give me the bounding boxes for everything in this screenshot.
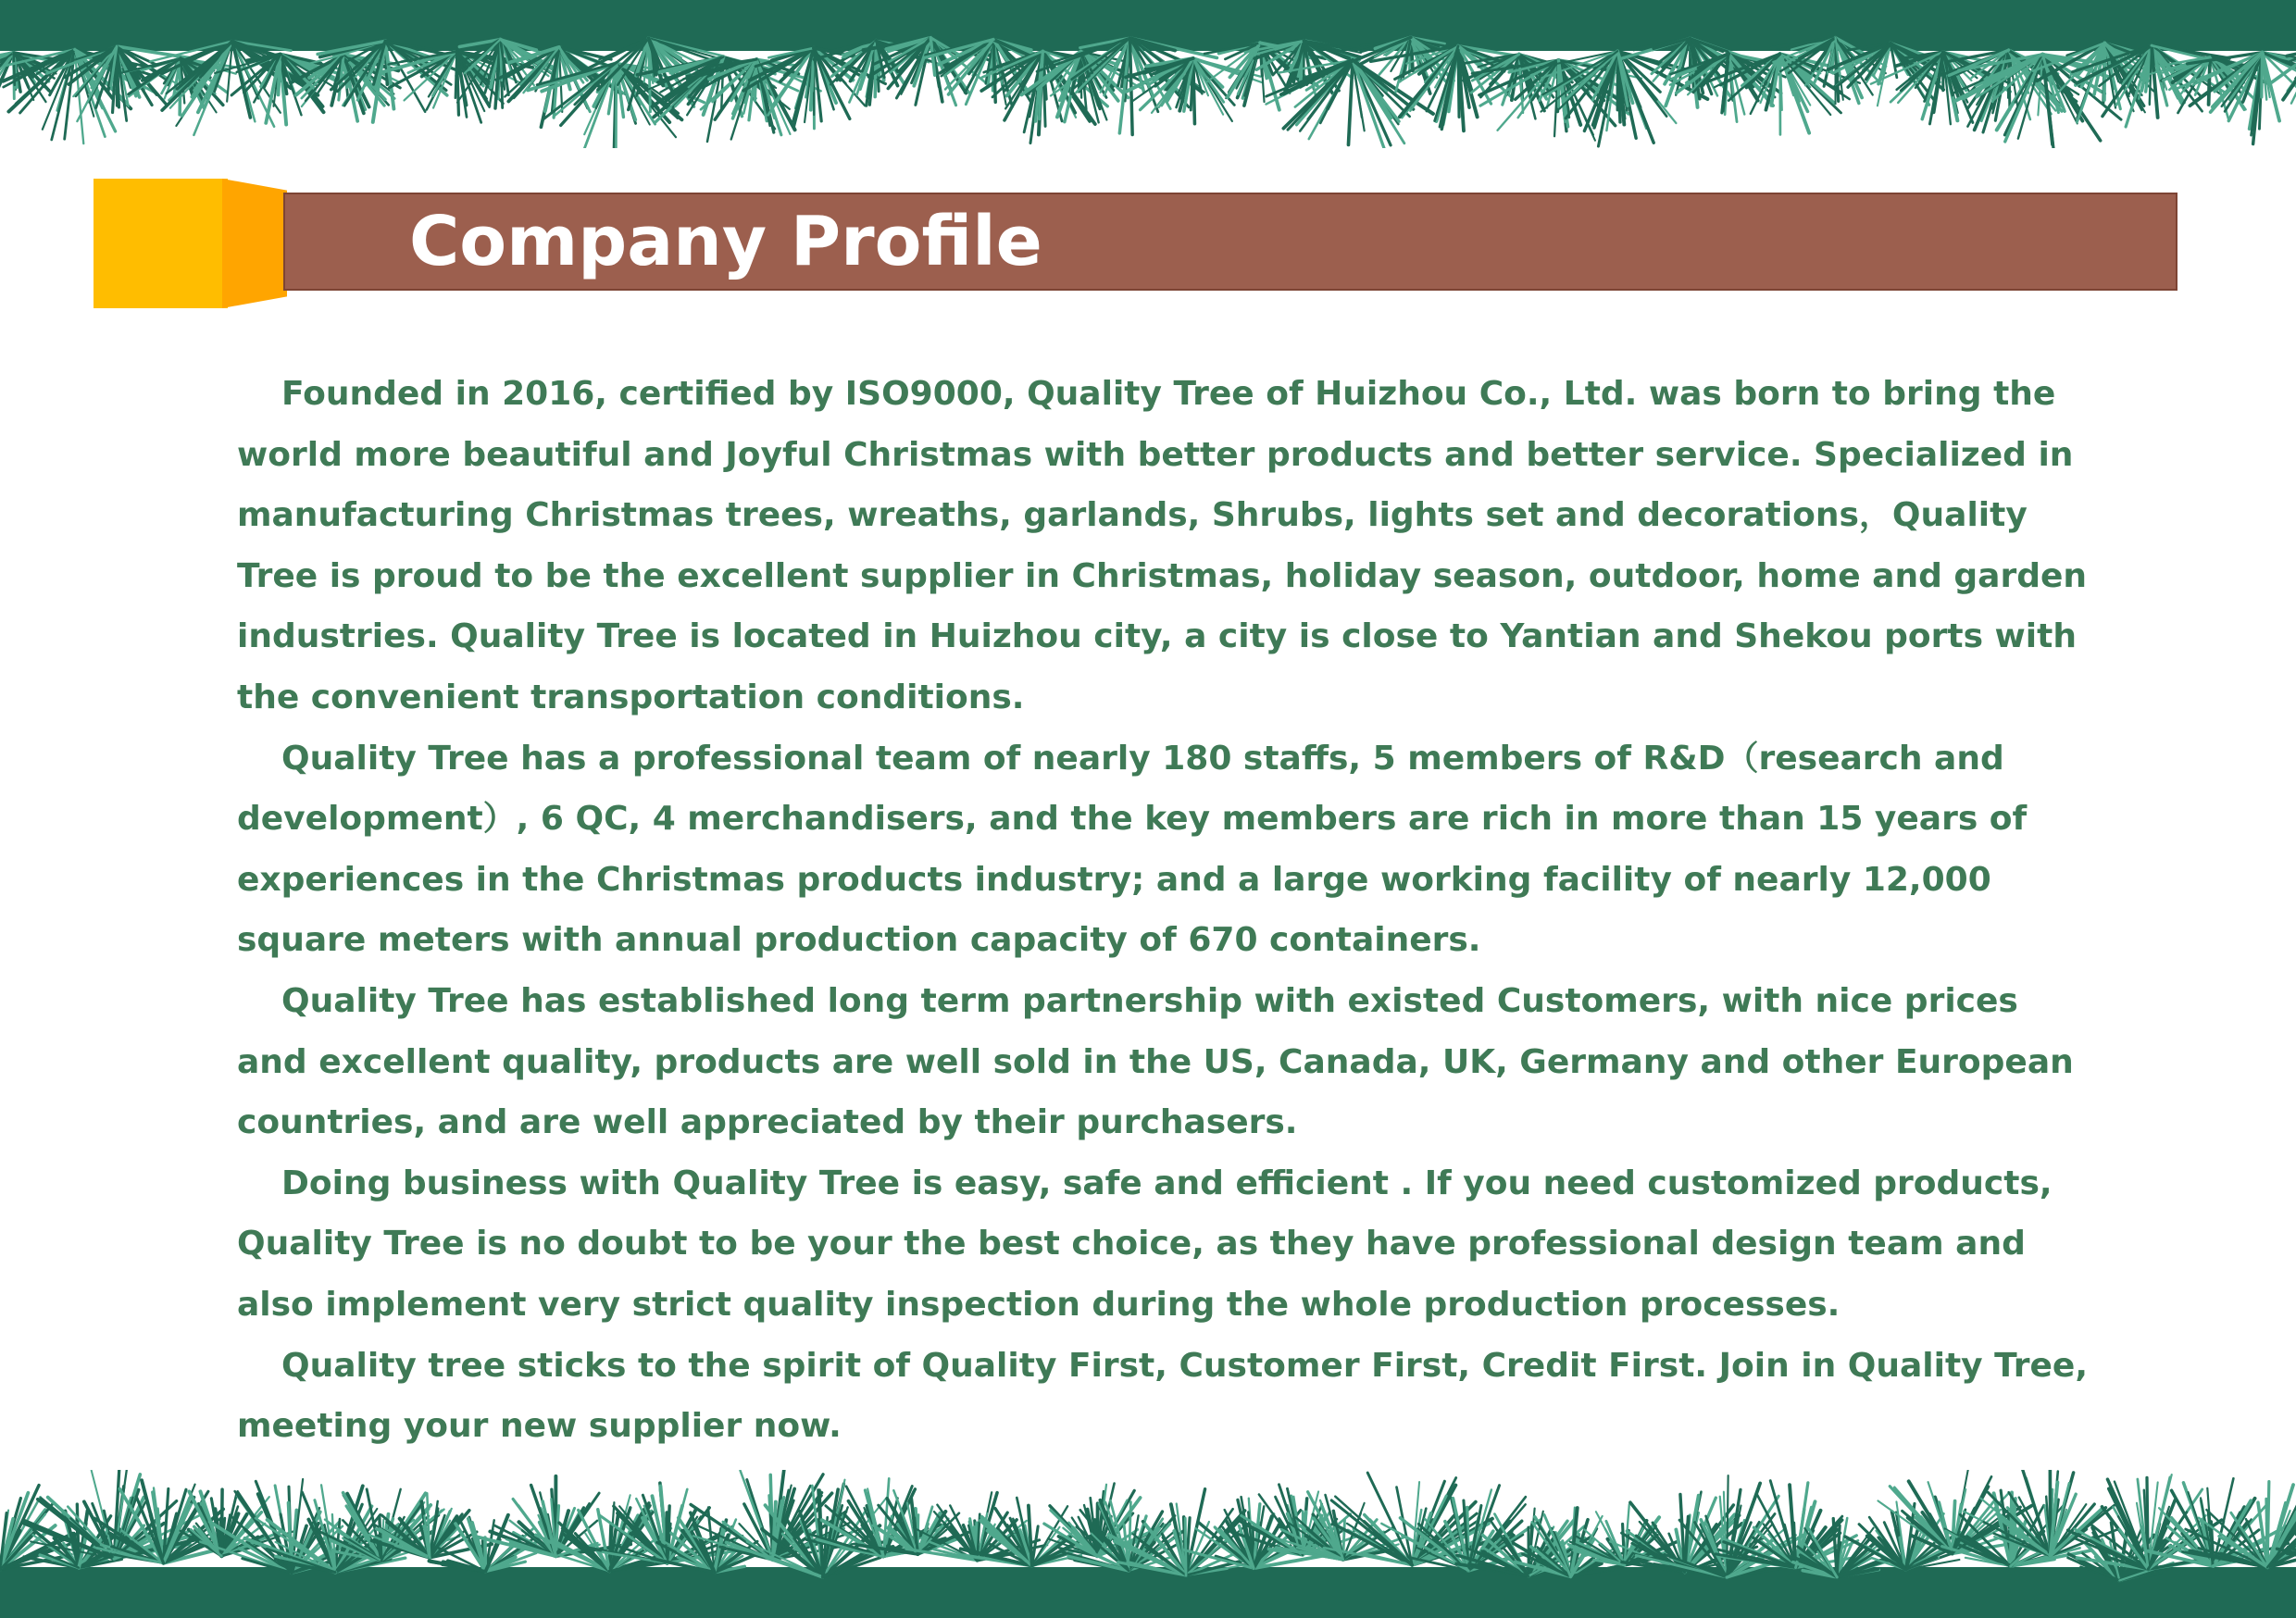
profile-text [237, 364, 2089, 1457]
paragraph-team: Quality Tree has a professional team of nearly 180 staffs, 5 members of R&D（research and development）, 6 QC, 4 merchandisers, and the key members are rich in more than 15 years of experiences in the Christmas products industry; and a large working facility of nearly 12,000 square meters with annual production capacity of 670 containers. [237, 739, 2028, 960]
bottom-pine-garland [0, 1470, 2296, 1618]
top-pine-garland [0, 0, 2296, 148]
banner-tab-orange [222, 179, 287, 308]
section-banner [0, 171, 2296, 319]
pine-garland-image [0, 1470, 2296, 1618]
page-title: Company Profile [409, 202, 1042, 281]
paragraph-business: Doing business with Quality Tree is easy, safe and efficient . If you need customized products, Quality Tree is no doubt to be your the best choice, as they have professional design team and also implement very strict quality inspection during the whole production processes. [237, 1164, 2053, 1324]
paragraph-founding: Founded in 2016, certified by ISO9000, Quality Tree of Huizhou Co., Ltd. was born to bring the world more beautiful and Joyful Christmas with better products and better service. Specialized in manufacturing Christmas trees, wreaths, garlands, Shrubs, lights set and decorations，Quality Tree is proud to be the excellent supplier in Christmas, holiday season, outdoor, home and garden industries. Quality Tree is located in Huizhou city, a city is close to Yantian and Shekou ports with the convenient transportation conditions. [237, 375, 2088, 716]
pine-garland-image [0, 0, 2296, 148]
banner-tab-yellow [94, 179, 228, 308]
paragraph-partnership: Quality Tree has established long term partnership with existed Customers, with nice prices and excellent quality, products are well sold in the US, Canada, UK, Germany and other European countries, and are well appreciated by their purchasers. [237, 981, 2074, 1142]
paragraph-spirit: Quality tree sticks to the spirit of Quality First, Customer First, Credit First. Join in Quality Tree, meeting your new supplier now. [237, 1346, 2089, 1446]
